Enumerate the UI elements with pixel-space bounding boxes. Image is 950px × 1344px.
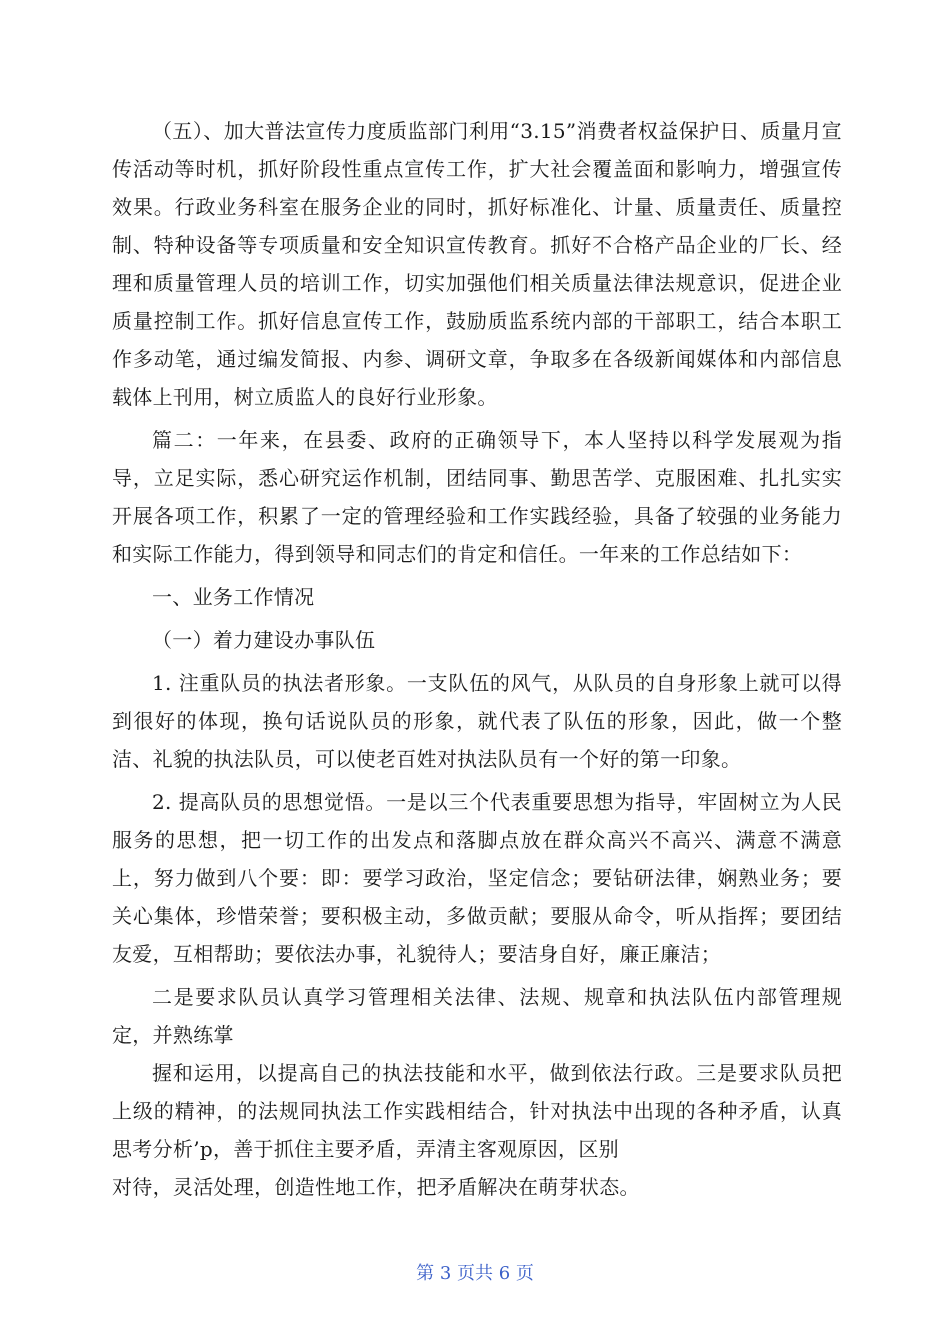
subsection-heading-team-building: （一）着力建设办事队伍 bbox=[152, 628, 376, 652]
paragraph-study-regulations: 二是要求队员认真学习管理相关法律、法规、规章和执法队伍内部管理规定，并熟练掌 bbox=[112, 985, 842, 1047]
paragraph-item-image: 1. 注重队员的执法者形象。一支队伍的风气，从队员的自身形象上就可以得到很好的体现，换句话说队员的形象，就代表了队伍的形象，因此，做一个整洁、礼貌的执法队员，可以使老百姓对执法队员有一个好的第一印象。 bbox=[112, 671, 842, 771]
page-number-footer: 第 3 页共 6 页 bbox=[416, 1263, 534, 1284]
paragraph-resolve-conflicts: 对待，灵活处理，创造性地工作，把矛盾解决在萌芽状态。 bbox=[112, 1175, 640, 1199]
section-heading-business-work: 一、业务工作情况 bbox=[152, 585, 315, 609]
document-body bbox=[112, 112, 842, 1211]
paragraph-item-awareness: 2. 提高队员的思想觉悟。一是以三个代表重要思想为指导，牢固树立为人民服务的思想，把一切工作的出发点和落脚点放在群众高兴不高兴、满意不满意上，努力做到八个要：即：要学习政治，坚定信念；要钻研法律，娴熟业务；要关心集体，珍惜荣誉；要积极主动，多做贡献；要服从命令，听从指挥；要团结友爱，互相帮助；要依法办事，礼貌待人；要洁身自好，廉正廉洁； bbox=[112, 790, 842, 966]
paragraph-publicity: （五）、加大普法宣传力度质监部门利用“3.15”消费者权益保护日、质量月宣传活动等时机，抓好阶段性重点宣传工作，扩大社会覆盖面和影响力，增强宣传效果。行政业务科室在服务企业的同时，抓好标准化、计量、质量责任、质量控制、特种设备等专项质量和安全知识宣传教育。抓好不合格产品企业的厂长、经理和质量管理人员的培训工作，切实加强他们相关质量法律法规意识，促进企业质量控制工作。抓好信息宣传工作，鼓励质监系统内部的干部职工，结合本职工作多动笔，通过编发简报、内参、调研文章，争取多在各级新闻媒体和内部信息载体上刊用，树立质监人的良好行业形象。 bbox=[112, 119, 842, 409]
paragraph-apply-skills: 握和运用，以提高自己的执法技能和水平，做到依法行政。三是要求队员把上级的精神，的法规同执法工作实践相结合，针对执法中出现的各种矛盾，认真思考分析’p，善于抓住主要矛盾，弄清主客观原因，区别 bbox=[112, 1061, 842, 1161]
paragraph-article-two-intro: 篇二：一年来，在县委、政府的正确领导下，本人坚持以科学发展观为指导，立足实际，悉心研究运作机制，团结同事、勤思苦学、克服困难、扎扎实实开展各项工作，积累了一定的管理经验和工作实践经验，具备了较强的业务能力和实际工作能力，得到领导和同志们的肯定和信任。一年来的工作总结如下： bbox=[112, 428, 842, 566]
